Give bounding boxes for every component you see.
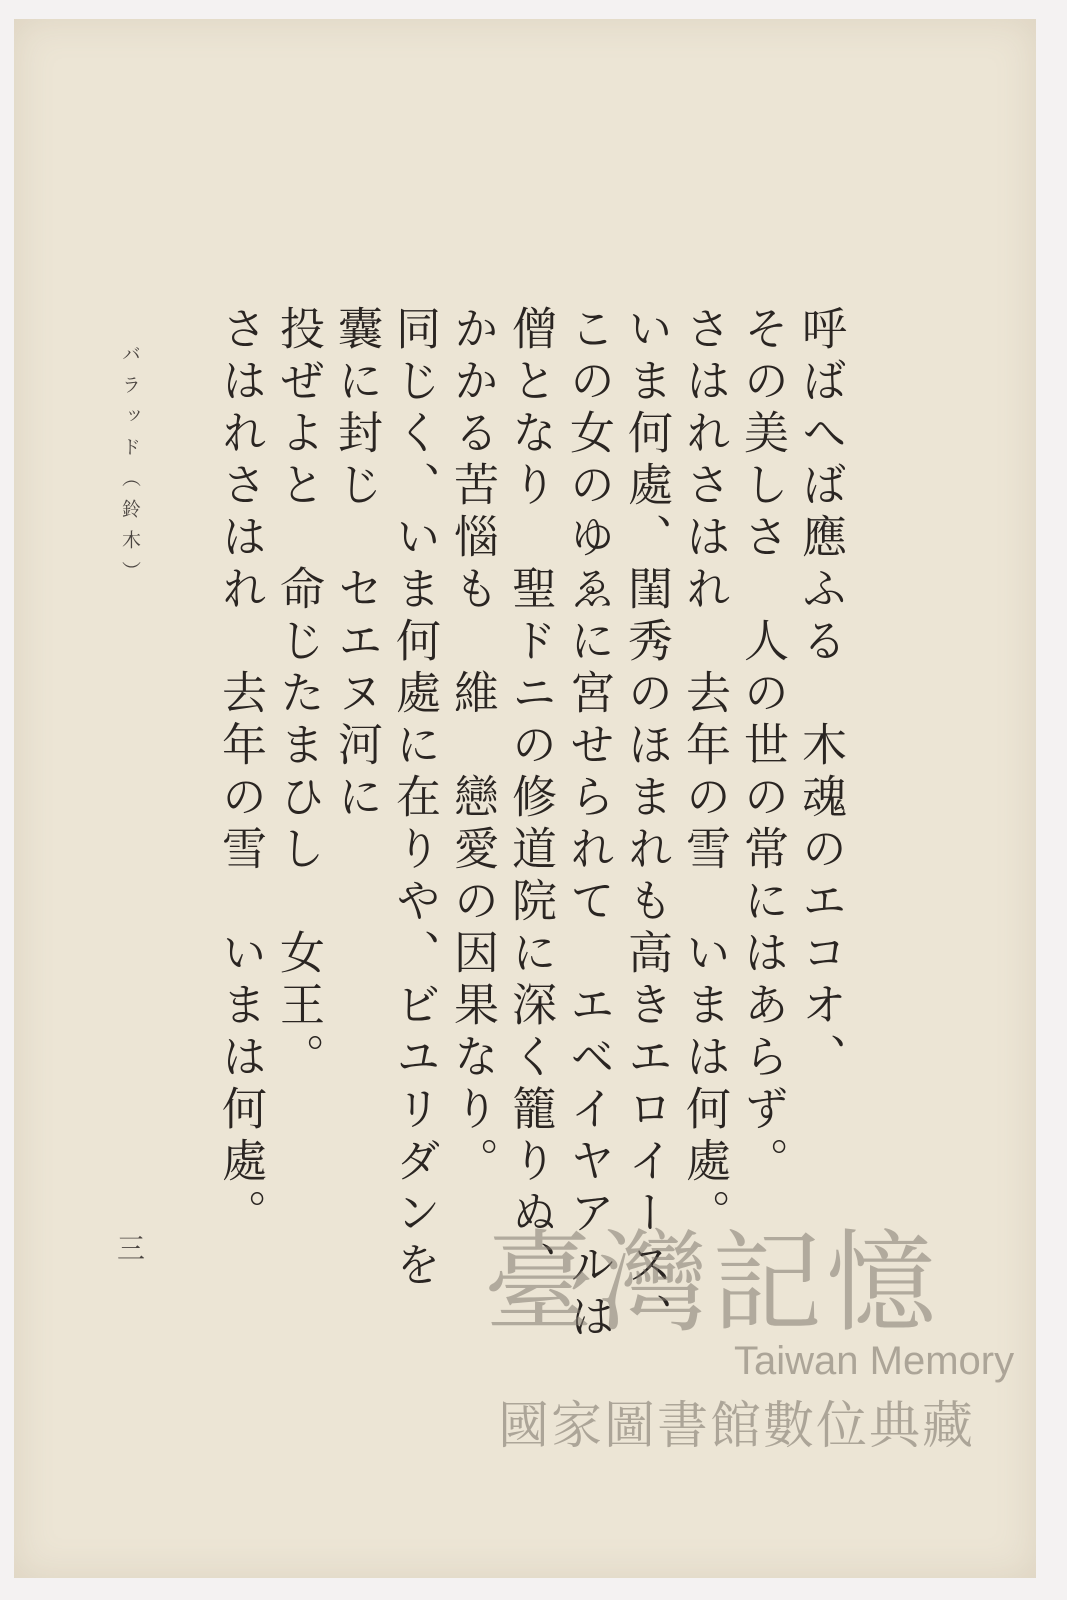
watermark-english: Taiwan Memory bbox=[734, 1339, 1015, 1383]
poem-line-1: 呼ばへば應ふる 木魂のエコオ、 bbox=[794, 305, 847, 1085]
poem-line-9: 囊に封じ セエヌ河に bbox=[330, 305, 383, 825]
page-number: 三 bbox=[117, 1232, 146, 1265]
watermark-script: 臺灣記憶 bbox=[484, 1219, 940, 1347]
watermark-chinese: 國家圖書館數位典藏 bbox=[498, 1397, 976, 1454]
poem-line-11: さはれさはれ 去年の雪 いまは何處。 bbox=[214, 305, 267, 1241]
signature: バラッド（鈴木） bbox=[119, 344, 141, 592]
poem-line-5: この女のゆゑに宮せられて エベイヤアルは bbox=[562, 305, 615, 1345]
poem-line-2: その美しさ 人の世の常にはあらず。 bbox=[736, 305, 789, 1189]
poem-line-8: 同じく、いま何處に在りや、ビユリダンを bbox=[388, 305, 441, 1293]
poem-line-7: かかる苦惱も 維 戀愛の因果なり。 bbox=[446, 305, 499, 1189]
poem-line-3: さはれさはれ 去年の雪 いまは何處。 bbox=[678, 305, 731, 1241]
poem-line-4: いま何處、閨秀のほまれも高きエロイース、 bbox=[620, 305, 673, 1345]
book-page bbox=[14, 19, 1036, 1578]
poem-line-10: 投ぜよと 命じたまひし 女王。 bbox=[272, 305, 325, 1085]
poem-line-6: 僧となり 聖ドニの修道院に深く籠りぬ、 bbox=[504, 305, 557, 1293]
